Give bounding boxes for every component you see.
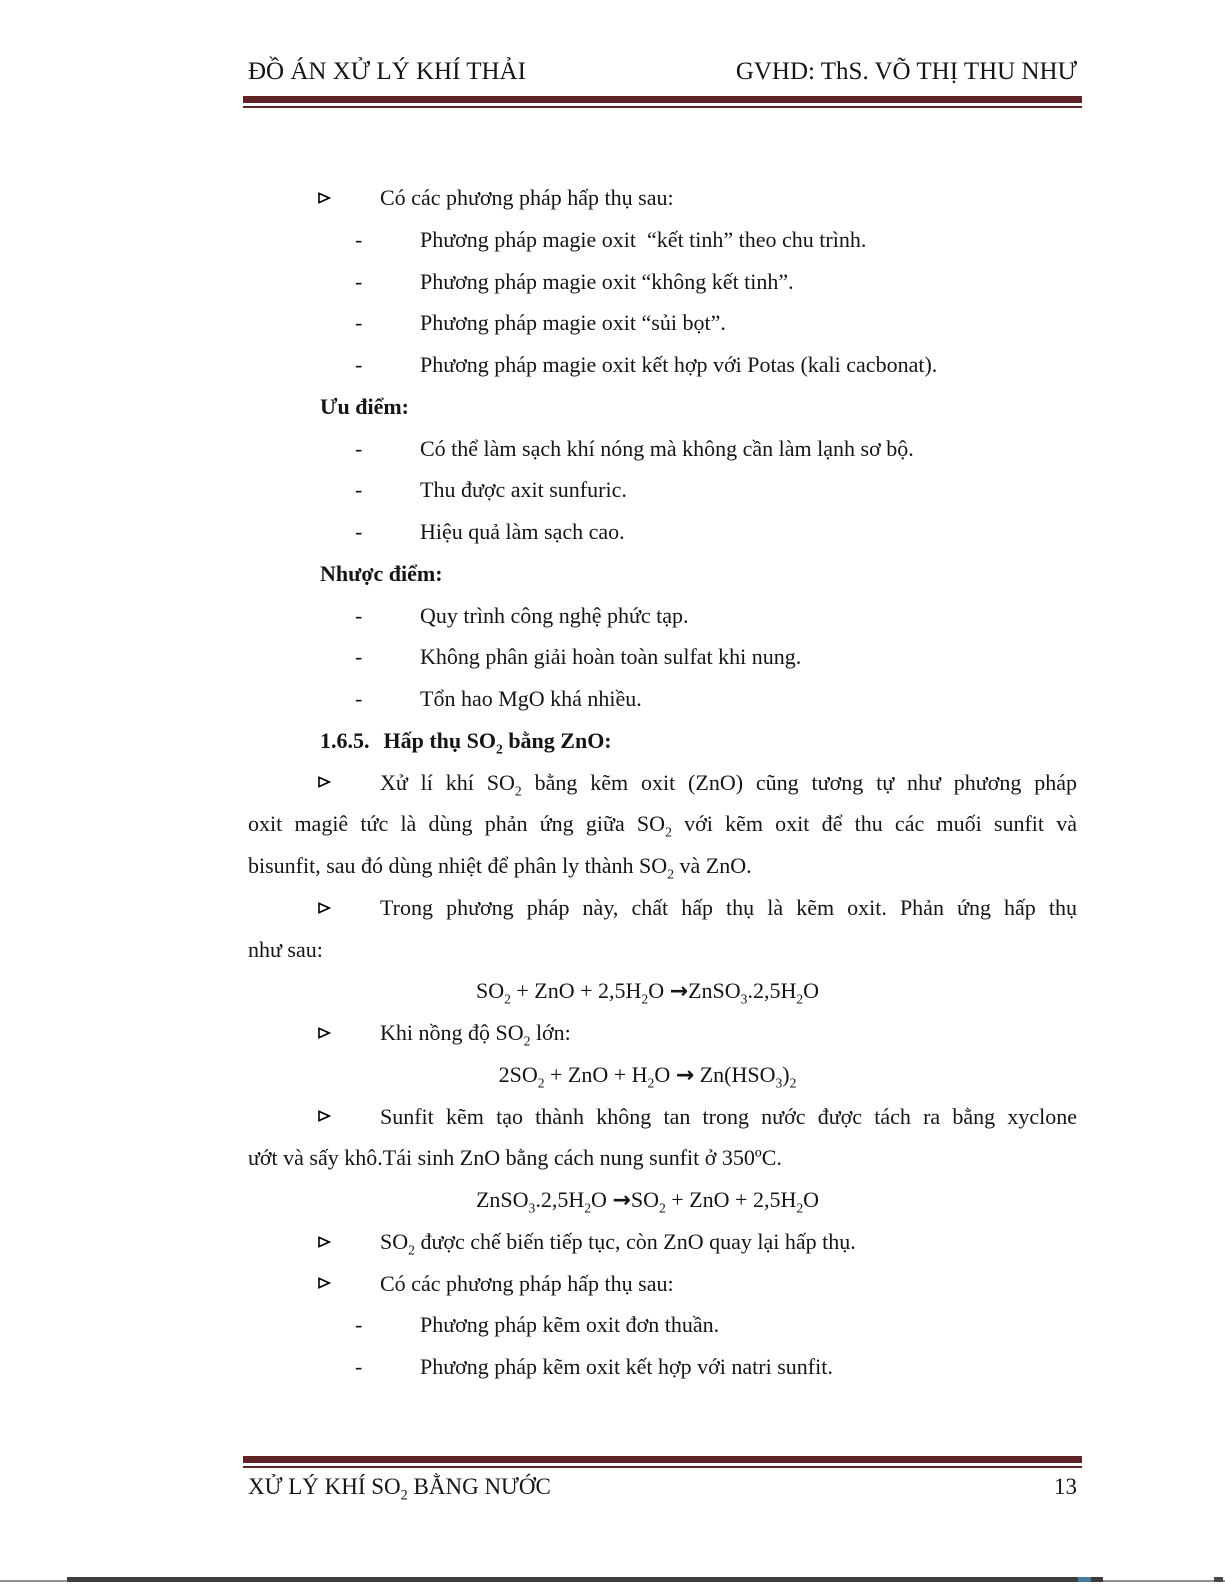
dash-bullet: - xyxy=(355,519,363,544)
text-line xyxy=(248,261,1077,303)
line-text: Quy trình công nghệ phức tạp. xyxy=(420,602,689,628)
page-number: 13 xyxy=(1054,1474,1077,1499)
line-text: Có các phương pháp hấp thụ sau: xyxy=(380,1270,674,1296)
equation-arrow-icon: → xyxy=(669,979,689,1005)
header-rule-thick xyxy=(243,96,1082,103)
line-text: Có các phương pháp hấp thụ sau: xyxy=(380,185,674,210)
line-text: Khi nồng độ $SO_2$ lớn: xyxy=(380,1020,571,1049)
text-line xyxy=(248,1054,1077,1096)
line-text: oxit magiê tức là dùng phản ứng giữa $SO_2$ với kẽm oxit để thu các muối sunfit và xyxy=(248,811,1077,840)
header-rule-thin xyxy=(243,106,1082,108)
line-text: $SO_2$ + ZnO + $2,5H_2O$ $\to ZnSO_3.2,5H_2O$ xyxy=(475,978,820,1007)
line-text: Sunfit kẽm tạo thành không tan trong nước được tách ra bằng xyclone xyxy=(380,1103,1077,1129)
dash-bullet: - xyxy=(355,268,363,294)
text-line xyxy=(248,1304,1077,1346)
dash-bullet: - xyxy=(355,226,363,252)
text-line xyxy=(248,929,1077,971)
line-text: ướt và sấy khô.Tái sinh ZnO bằng cách nung sunfit ở 350ºC. xyxy=(248,1145,782,1171)
text-line xyxy=(248,1263,1077,1305)
equation-arrow-icon: → xyxy=(612,1188,631,1213)
line-text: Có thể làm sạch khí nóng mà không cần làm lạnh sơ bộ. xyxy=(420,435,914,461)
text-line xyxy=(248,636,1077,678)
text-line xyxy=(248,1096,1077,1138)
arrow-bullet-icon xyxy=(317,177,331,219)
text-line xyxy=(248,344,1077,386)
footer-rule-thick xyxy=(243,1456,1082,1463)
text-line xyxy=(248,1179,1077,1221)
text-line xyxy=(248,553,1077,595)
dash-bullet: - xyxy=(355,310,363,336)
text-line xyxy=(248,177,1077,219)
footer-rule-thin xyxy=(243,1466,1082,1468)
line-text: $SO_2$ được chế biến tiếp tục, còn ZnO quay lại hấp thụ. xyxy=(380,1228,856,1258)
text-line xyxy=(248,219,1077,261)
line-text: Phương pháp magie oxit “không kết tinh”. xyxy=(420,268,794,294)
equation-arrow-icon: → xyxy=(675,1062,695,1088)
line-text: Trong phương pháp này, chất hấp thụ là kẽm oxit. Phản ứng hấp thụ xyxy=(380,894,1077,920)
dash-bullet: - xyxy=(355,435,363,461)
dash-bullet: - xyxy=(355,602,363,628)
text-line xyxy=(248,678,1077,720)
horizontal-scrollbar[interactable] xyxy=(67,1577,1103,1582)
line-text: Không phân giải hoàn toàn sulfat khi nung. xyxy=(420,644,802,670)
text-line xyxy=(248,428,1077,470)
arrow-bullet-icon xyxy=(317,1012,331,1054)
text-line xyxy=(248,1137,1077,1179)
page-footer xyxy=(248,1472,1077,1502)
text-line xyxy=(248,511,1077,553)
dash-bullet: - xyxy=(355,1354,363,1379)
line-text: Nhược điểm: xyxy=(320,560,443,586)
header-supervisor: GVHD: ThS. VÕ THỊ THU NHƯ xyxy=(735,58,1077,85)
text-line xyxy=(248,887,1077,929)
dash-bullet: - xyxy=(355,477,363,503)
arrow-bullet-icon xyxy=(317,887,331,929)
text-line xyxy=(248,803,1077,845)
text-line xyxy=(248,302,1077,344)
text-line xyxy=(248,386,1077,428)
dash-bullet: - xyxy=(355,644,363,670)
line-text: Hấp thụ $SO_2$ bằng ZnO: xyxy=(383,727,612,757)
line-text: như sau: xyxy=(248,936,323,962)
arrow-bullet-icon xyxy=(317,1221,331,1263)
text-line xyxy=(248,595,1077,637)
line-text: bisunfit, sau đó dùng nhiệt để phân ly thành $SO_2$ và ZnO. xyxy=(248,853,752,882)
line-text: Phương pháp magie oxit kết hợp với Potas (kali cacbonat). xyxy=(420,352,938,377)
text-line xyxy=(248,1012,1077,1054)
text-line xyxy=(248,1346,1077,1388)
window-corner-tick xyxy=(1214,1577,1223,1582)
line-text: Phương pháp magie oxit “kết tinh” theo chu trình. xyxy=(420,226,867,252)
dash-bullet: - xyxy=(355,1312,363,1338)
line-text: Phương pháp kẽm oxit đơn thuần. xyxy=(420,1312,720,1338)
text-line xyxy=(248,970,1077,1012)
line-text: $ZnSO_3.2,5H_2O \to SO_2$ + ZnO + $2,5H_2O$ xyxy=(475,1187,820,1216)
line-text: Ưu điểm: xyxy=(320,393,410,419)
line-text: Thu được axit sunfuric. xyxy=(420,477,627,503)
text-line xyxy=(248,762,1077,804)
line-text: Tổn hao MgO khá nhiều. xyxy=(420,686,642,711)
page-header xyxy=(248,56,1077,88)
text-line xyxy=(248,1221,1077,1263)
arrow-bullet-icon xyxy=(317,1263,331,1305)
line-text: $2SO_2$ + ZnO + $H_2O \to Zn(HSO_3)_2$ xyxy=(498,1061,797,1091)
arrow-bullet-icon xyxy=(317,762,331,804)
text-line xyxy=(248,469,1077,511)
text-line xyxy=(248,845,1077,887)
scrollbar-marker-icon xyxy=(1078,1577,1091,1582)
line-text: Xử lí khí $SO_2$ bằng kẽm oxit (ZnO) cũng tương tự như phương pháp xyxy=(380,769,1077,798)
line-text: Hiệu quả làm sạch cao. xyxy=(420,519,625,544)
arrow-bullet-icon xyxy=(317,1096,331,1138)
heading-number: 1.6.5. xyxy=(320,727,370,753)
dash-bullet: - xyxy=(355,352,363,377)
document-body xyxy=(248,177,1077,1388)
dash-bullet: - xyxy=(355,686,363,711)
text-line xyxy=(248,720,1077,762)
header-title: ĐỒ ÁN XỬ LÝ KHÍ THẢI xyxy=(248,58,526,85)
line-text: Phương pháp kẽm oxit kết hợp với natri sunfit. xyxy=(420,1354,833,1379)
footer-title: XỬ LÝ KHÍ $SO_2$ BẰNG NƯỚC xyxy=(248,1474,551,1504)
line-text: Phương pháp magie oxit “sủi bọt”. xyxy=(420,310,726,336)
